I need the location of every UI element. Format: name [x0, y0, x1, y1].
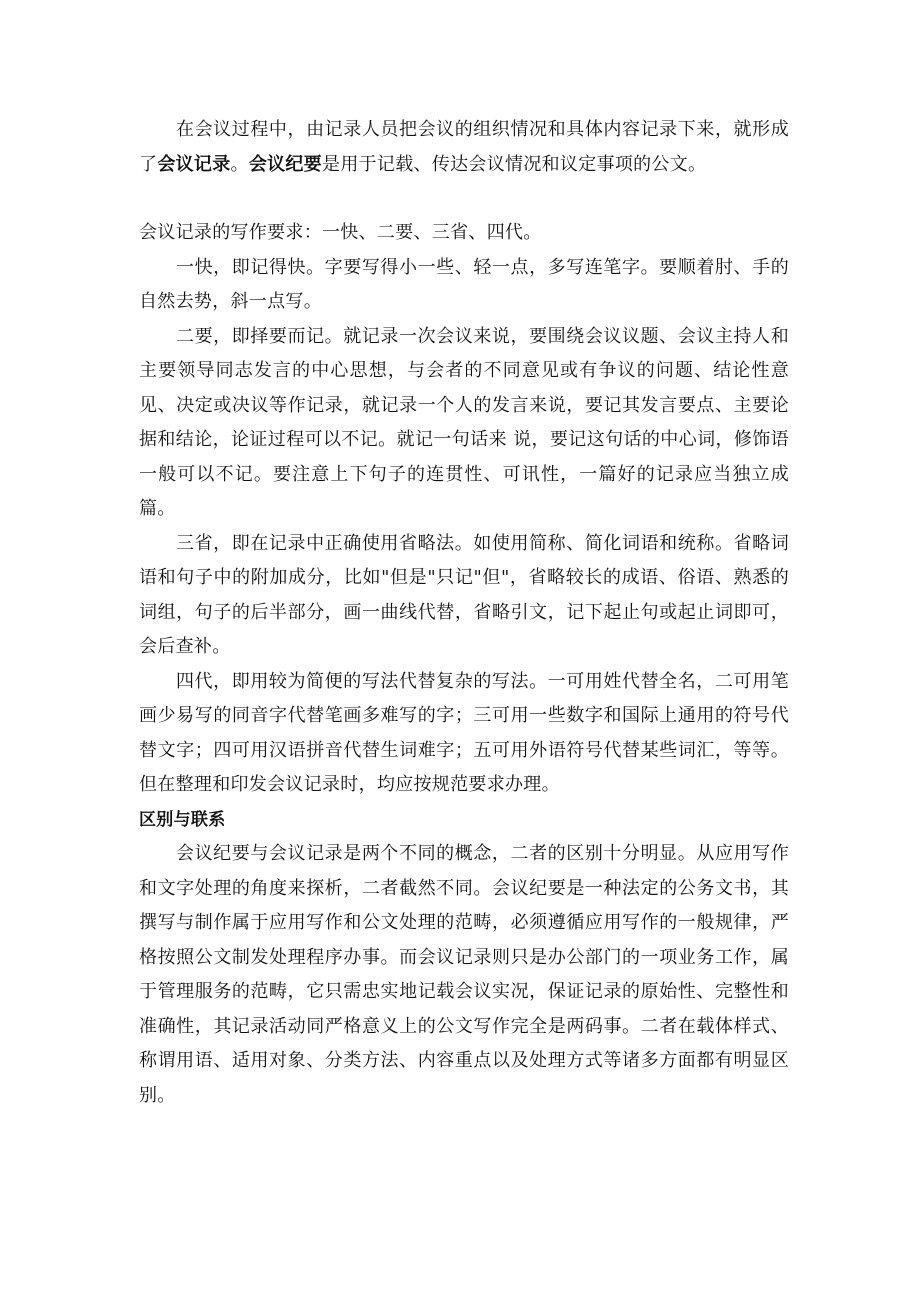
intro-paragraph	[139, 113, 789, 182]
requirement-item-abbreviate: 三省，即在记录中正确使用省略法。如使用简称、简化词语和统称。省略词语和句子中的附加成分，比如"但是"只记"但"，省略较长的成语、俗语、熟悉的词组，句子的后半部分，画一曲线代替，省略引文，记下起止句或起止词即可，会后查补。	[139, 532, 789, 657]
requirement-item-essential: 二要，即择要而记。就记录一次会议来说，要围绕会议议题、会议主持人和主要领导同志发言的中心思想，与会者的不同意见或有争议的问题、结论性意见、决定或决议等作记录，就记录一个人的发言来说，要记其发言要点、主要论据和结论，论证过程可以不记。就记一句话来 说，要记这句话的中心词，修饰语一般可以不记。要注意上下句子的连贯性、可讯性，一篇好的记录应当独立成篇。	[139, 325, 789, 519]
requirement-item-fast: 一快，即记得快。字要写得小一些、轻一点，多写连笔字。要顺着肘、手的自然去势，斜一点写。	[139, 256, 789, 312]
term-meeting-record: 会议记录	[157, 153, 231, 175]
intro-text-part3: 是用于记载、传达会议情况和议定事项的公文。	[322, 153, 707, 175]
section-body-paragraph: 会议纪要与会议记录是两个不同的概念，二者的区别十分明显。从应用写作和文字处理的角度来探析，二者截然不同。会议纪要是一种法定的公务文书，其撰写与制作属于应用写作和公文处理的范畴，必须遵循应用写作的一般规律，严格按照公文制发处理程序办事。而会议记录则只是办公部门的一项业务工作，属于管理服务的范畴，它只需忠实地记载会议实况，保证记录的原始性、完整性和准确性，其记录活动同严格意义上的公文写作完全是两码事。二者在载体样式、称谓用语、适用对象、分类方法、内容重点以及处理方式等诸多方面都有明显区别。	[139, 843, 789, 1106]
requirement-item-substitute: 四代，即用较为简便的写法代替复杂的写法。一可用姓代替全名，二可用笔画少易写的同音字代替笔画多难写的字；三可用一些数字和国际上通用的符号代替文字；四可用汉语拼音代替生词难字；五可用外语符号代替某些词汇，等等。但在整理和印发会议记录时，均应按规范要求办理。	[139, 670, 789, 795]
section-heading: 区别与联系	[139, 809, 226, 830]
intro-text-part1: 在会议过程中，由记录人员把会议的组织情况和具体内容记录下来，就形成了	[139, 119, 789, 175]
term-meeting-minutes: 会议纪要	[248, 153, 323, 175]
document-body	[139, 113, 789, 1113]
requirements-summary: 会议记录的写作要求：一快、二要、三省、四代。	[139, 222, 542, 243]
intro-text-part2: 。	[230, 153, 249, 175]
